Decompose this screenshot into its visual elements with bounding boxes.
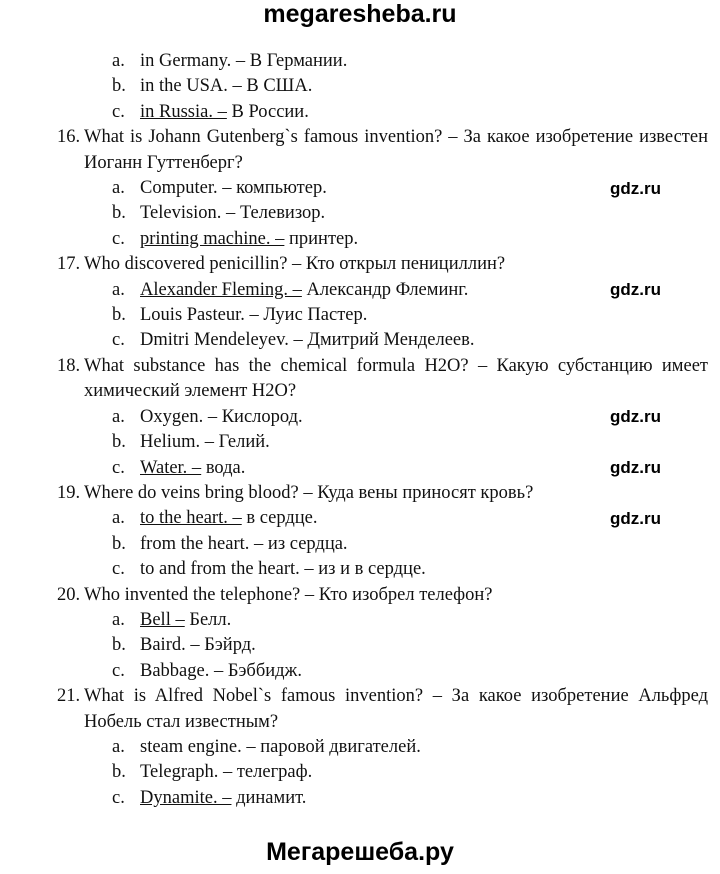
correct-answer: Water. – [140, 457, 202, 478]
answer-option [57, 303, 708, 328]
question-text: Who invented the telephone? – Кто изобрел телефон? [84, 584, 493, 605]
option-text [140, 659, 302, 684]
answer-option [57, 659, 708, 684]
option-text [140, 201, 325, 226]
question-number: 17. [57, 254, 81, 275]
option-letter: b. [112, 305, 126, 326]
answer-russian: Гелий. [214, 432, 270, 453]
answer-english: from the heart. – [140, 533, 264, 554]
site-footer: Мегарешеба.ру [266, 838, 454, 866]
question [57, 684, 708, 735]
answer-russian: телеграф. [232, 762, 313, 783]
answer-russian: Бэббидж. [223, 660, 302, 681]
option-letter: b. [112, 635, 126, 656]
question-text: What substance has the chemical formula H2O? – Какую субстанцию имеет химический элемент H2O? [84, 355, 708, 402]
question-number: 18. [57, 355, 81, 376]
answer-russian: принтер. [284, 228, 359, 249]
question-text: Where do veins bring blood? – Куда вены приносят кровь? [84, 482, 534, 503]
option-letter: c. [112, 330, 125, 351]
answer-english: Oxygen. – [140, 406, 218, 427]
option-text [140, 786, 306, 811]
question [57, 583, 708, 608]
answer-russian: В США. [241, 76, 313, 97]
correct-answer: Bell – [140, 609, 185, 630]
option-text [140, 328, 475, 353]
option-letter: b. [112, 533, 126, 554]
question-number: 19. [57, 482, 81, 503]
question-text: What is Johann Gutenberg`s famous invention? – За какое изобретение известен Иоганн Гуттенберг? [84, 127, 708, 173]
answer-option [57, 227, 708, 252]
answer-english: Louis Pasteur. – [140, 305, 259, 326]
answer-russian: Александр Флеминг. [301, 279, 469, 300]
option-text [140, 506, 318, 531]
answer-option [57, 608, 708, 633]
watermark: gdz.ru [610, 509, 661, 528]
option-letter: a. [112, 51, 125, 71]
option-letter: b. [112, 432, 126, 453]
site-header: megaresheba.ru [263, 0, 457, 28]
answer-english: to and from the heart. – [140, 559, 314, 580]
answer-russian: вода. [201, 457, 246, 478]
answer-option [57, 760, 708, 785]
answer-russian: Белл. [184, 609, 232, 630]
option-text [140, 735, 421, 760]
option-letter: b. [112, 762, 126, 783]
option-text [140, 303, 367, 328]
answer-russian: Луис Пастер. [258, 305, 368, 326]
option-text [140, 633, 256, 658]
question [57, 252, 708, 277]
answer-english: Telegraph. – [140, 762, 233, 783]
answer-russian: Бэйрд. [199, 635, 256, 656]
answer-english: Dmitri Mendeleyev. – [140, 330, 303, 351]
option-text [140, 227, 358, 252]
option-text [140, 176, 327, 201]
correct-answer: to the heart. – [140, 508, 242, 529]
option-text [140, 74, 312, 99]
answer-english: in the USA. – [140, 76, 242, 97]
option-letter: c. [112, 101, 125, 122]
option-letter: c. [112, 559, 125, 580]
option-letter: c. [112, 457, 125, 478]
answer-english: Television. – [140, 203, 236, 224]
watermark: gdz.ru [610, 179, 661, 198]
option-letter: b. [112, 76, 126, 97]
answer-russian: Дмитрий Менделеев. [302, 330, 475, 351]
correct-answer: printing machine. – [140, 228, 285, 249]
document-body [57, 49, 708, 811]
option-text [140, 430, 270, 455]
option-letter: a. [112, 279, 125, 300]
option-text [140, 49, 347, 74]
option-letter: b. [112, 203, 126, 224]
answer-english: Baird. – [140, 635, 200, 656]
answer-russian: Кислород. [217, 406, 303, 427]
question [57, 481, 708, 506]
correct-answer: in Russia. – [140, 101, 227, 122]
option-letter: a. [112, 736, 125, 757]
answer-option [57, 557, 708, 582]
option-text [140, 557, 426, 582]
correct-answer: Alexander Fleming. – [140, 279, 302, 300]
answer-russian: динамит. [231, 787, 307, 808]
option-text [140, 100, 309, 125]
answer-russian: из сердца. [263, 533, 348, 554]
option-letter: a. [112, 178, 125, 199]
option-letter: c. [112, 228, 125, 249]
answer-english: Helium. – [140, 432, 214, 453]
option-text [140, 456, 245, 481]
answer-option [57, 328, 708, 353]
option-text [140, 405, 303, 430]
answer-russian: Телевизор. [235, 203, 326, 224]
option-letter: a. [112, 609, 125, 630]
watermark: gdz.ru [610, 407, 661, 426]
answer-russian: из и в сердце. [313, 559, 426, 580]
option-letter: c. [112, 660, 125, 681]
answer-english: in Germany. – [140, 51, 246, 71]
option-text [140, 608, 231, 633]
answer-option [57, 735, 708, 760]
answer-option [57, 786, 708, 811]
question-number: 20. [57, 584, 81, 605]
option-letter: a. [112, 508, 125, 529]
correct-answer: Dynamite. – [140, 787, 232, 808]
answer-russian: В России. [226, 101, 309, 122]
option-text [140, 532, 348, 557]
question-number: 16. [57, 127, 81, 148]
option-text [140, 760, 312, 785]
answer-option [57, 532, 708, 557]
option-letter: a. [112, 406, 125, 427]
answer-russian: в сердце. [241, 508, 318, 529]
question [57, 125, 708, 176]
answer-option [57, 74, 708, 99]
answer-russian: паровой двигателей. [255, 736, 421, 757]
watermark: gdz.ru [610, 458, 661, 477]
answer-option [57, 201, 708, 226]
answer-english: steam engine. – [140, 736, 256, 757]
answer-english: Computer. – [140, 178, 232, 199]
question-text: Who discovered penicillin? – Кто открыл пенициллин? [84, 254, 506, 275]
answer-russian: В Германии. [245, 51, 348, 71]
question-number: 21. [57, 686, 81, 707]
option-text [140, 278, 468, 303]
answer-option [57, 633, 708, 658]
question [57, 354, 708, 405]
answer-option [57, 430, 708, 455]
answer-option [57, 100, 708, 125]
answer-russian: компьютер. [231, 178, 327, 199]
watermark: gdz.ru [610, 280, 661, 299]
answer-english: Babbage. – [140, 660, 224, 681]
question-text: What is Alfred Nobel`s famous invention? – За какое изобретение Альфред Нобель стал известным? [84, 686, 708, 732]
option-letter: c. [112, 787, 125, 808]
answer-option [57, 49, 708, 74]
